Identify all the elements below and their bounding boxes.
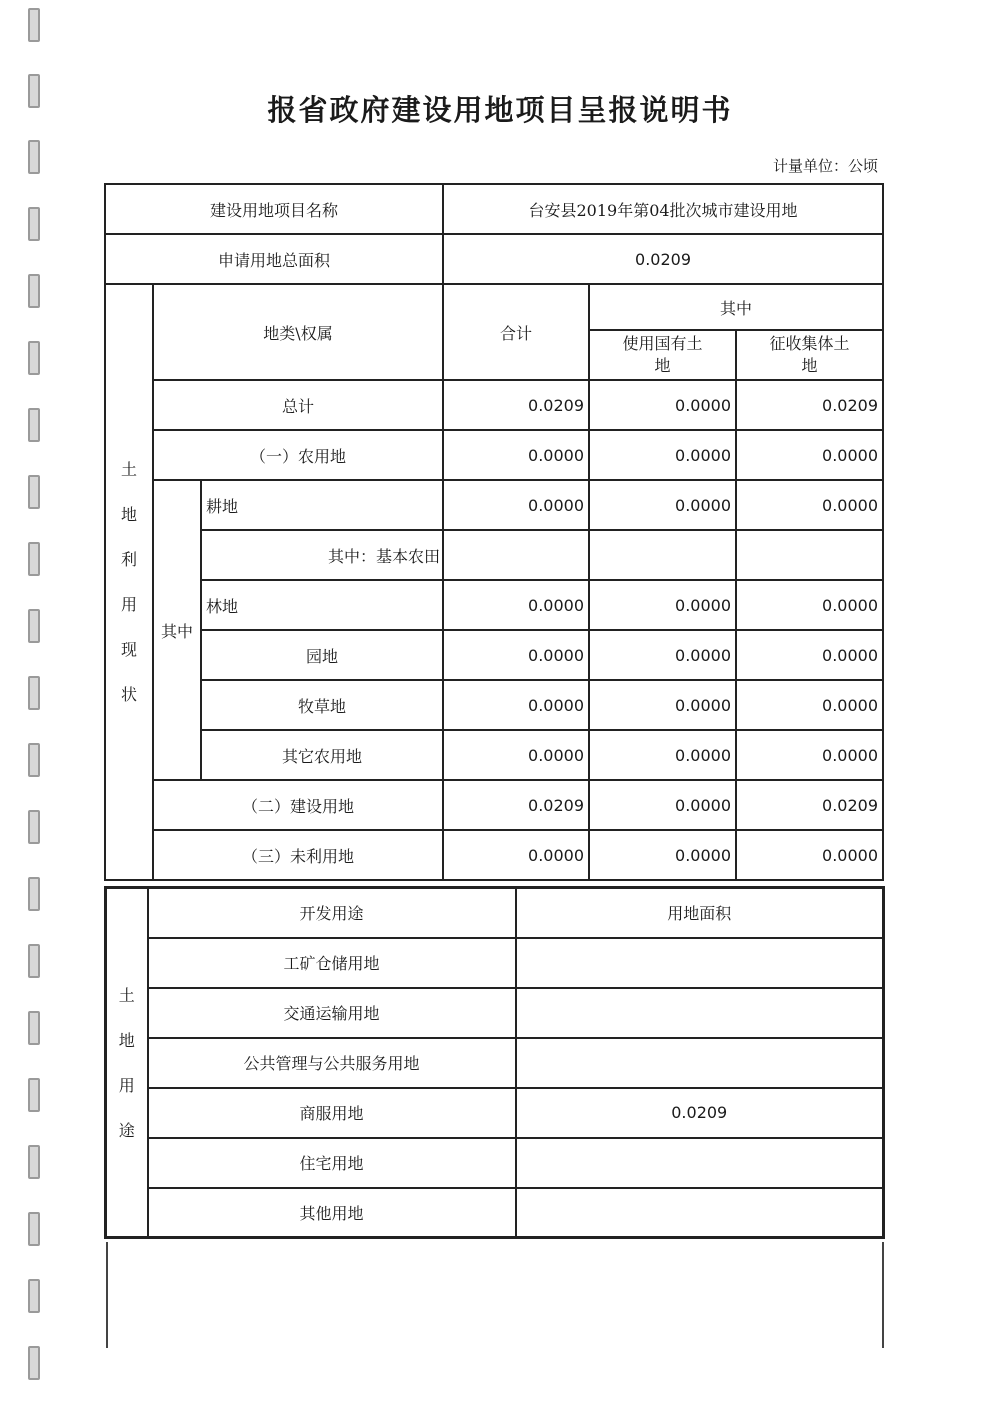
binding-hole — [28, 743, 40, 777]
cell-state: 0.0000 — [589, 780, 736, 830]
usage-section-text: 土地用途 — [118, 985, 135, 1140]
row-label: 耕地 — [201, 480, 443, 530]
cell-state: 0.0000 — [589, 680, 736, 730]
land-status-table — [104, 183, 884, 881]
cell-collective: 0.0000 — [736, 430, 883, 480]
sub-group-label: 其中 — [153, 480, 201, 780]
cell-collective: 0.0000 — [736, 480, 883, 530]
project-name-value: 台安县2019年第04批次城市建设用地 — [443, 184, 883, 234]
row-label: （一）农用地 — [153, 430, 443, 480]
project-area-label: 申请用地总面积 — [105, 234, 443, 284]
usage-header-row — [106, 888, 884, 938]
cell-area — [516, 1188, 884, 1238]
binding-hole — [28, 274, 40, 308]
binding-hole — [28, 140, 40, 174]
row-label: 交通运输用地 — [148, 988, 516, 1038]
cell-total: 0.0000 — [443, 580, 589, 630]
binding-hole — [28, 207, 40, 241]
among-header: 其中 — [589, 284, 883, 330]
cell-area — [516, 1138, 884, 1188]
blank-continuation-area — [106, 1242, 884, 1348]
state-owned-header-text: 使用国有土地 — [622, 334, 703, 375]
project-area-row — [105, 234, 883, 284]
row-label: 园地 — [201, 630, 443, 680]
table-row — [105, 780, 883, 830]
binding-hole — [28, 408, 40, 442]
row-label: 商服用地 — [148, 1088, 516, 1138]
cell-collective: 0.0000 — [736, 680, 883, 730]
table-row — [106, 1038, 884, 1088]
cell-total: 0.0000 — [443, 680, 589, 730]
project-name-row — [105, 184, 883, 234]
cell-total: 0.0000 — [443, 730, 589, 780]
binding-hole — [28, 609, 40, 643]
cell-area: 0.0209 — [516, 1088, 884, 1138]
table-row — [105, 830, 883, 880]
cell-total: 0.0000 — [443, 630, 589, 680]
binding-hole — [28, 1011, 40, 1045]
row-label: 其它农用地 — [201, 730, 443, 780]
cell-collective: 0.0209 — [736, 380, 883, 430]
cell-total: 0.0000 — [443, 830, 589, 880]
table-row — [105, 730, 883, 780]
cell-collective: 0.0000 — [736, 730, 883, 780]
table-row — [106, 1188, 884, 1238]
binding-hole — [28, 1346, 40, 1380]
cell-total — [443, 530, 589, 580]
row-label: （二）建设用地 — [153, 780, 443, 830]
cell-total: 0.0000 — [443, 480, 589, 530]
cell-total: 0.0000 — [443, 430, 589, 480]
binding-hole — [28, 676, 40, 710]
row-label: 其中：基本农田 — [201, 530, 443, 580]
binding-hole — [28, 944, 40, 978]
table-row — [105, 530, 883, 580]
status-section-label — [105, 284, 153, 880]
table-row — [105, 480, 883, 530]
cell-area — [516, 938, 884, 988]
binding-hole — [28, 1145, 40, 1179]
area-header: 用地面积 — [516, 888, 884, 938]
row-label: 其他用地 — [148, 1188, 516, 1238]
collective-header-text: 征收集体土地 — [769, 334, 850, 375]
cell-collective: 0.0000 — [736, 830, 883, 880]
table-row — [105, 680, 883, 730]
row-label: 总计 — [153, 380, 443, 430]
category-header: 地类\权属 — [153, 284, 443, 380]
binding-hole — [28, 542, 40, 576]
row-label: 住宅用地 — [148, 1138, 516, 1188]
usage-section-label — [106, 888, 148, 1238]
cell-state: 0.0000 — [589, 630, 736, 680]
binding-hole — [28, 475, 40, 509]
status-section-text: 土地利用现状 — [120, 460, 137, 704]
row-label: 工矿仓储用地 — [148, 938, 516, 988]
table-row — [106, 1088, 884, 1138]
cell-collective: 0.0000 — [736, 580, 883, 630]
project-name-label: 建设用地项目名称 — [105, 184, 443, 234]
table-row — [105, 630, 883, 680]
table-row — [105, 430, 883, 480]
status-header-row — [105, 284, 883, 330]
cell-collective: 0.0209 — [736, 780, 883, 830]
cell-state: 0.0000 — [589, 430, 736, 480]
cell-state — [589, 530, 736, 580]
row-label: 牧草地 — [201, 680, 443, 730]
cell-total: 0.0209 — [443, 780, 589, 830]
binding-hole — [28, 8, 40, 42]
table-row — [106, 1138, 884, 1188]
state-owned-header — [589, 330, 736, 380]
cell-area — [516, 988, 884, 1038]
project-area-value: 0.0209 — [443, 234, 883, 284]
binding-hole — [28, 1212, 40, 1246]
row-label: （三）未利用地 — [153, 830, 443, 880]
binding-hole — [28, 1279, 40, 1313]
land-usage-table — [104, 886, 885, 1239]
cell-state: 0.0000 — [589, 730, 736, 780]
cell-collective: 0.0000 — [736, 630, 883, 680]
binding-hole — [28, 341, 40, 375]
total-header: 合计 — [443, 284, 589, 380]
cell-state: 0.0000 — [589, 830, 736, 880]
cell-collective — [736, 530, 883, 580]
cell-area — [516, 1038, 884, 1088]
table-row — [106, 988, 884, 1038]
cell-state: 0.0000 — [589, 480, 736, 530]
cell-state: 0.0000 — [589, 380, 736, 430]
table-row — [105, 580, 883, 630]
cell-state: 0.0000 — [589, 580, 736, 630]
binding-strip — [28, 0, 44, 1406]
cell-total: 0.0209 — [443, 380, 589, 430]
table-row — [105, 380, 883, 430]
unit-label: 计量单位：公顷 — [772, 157, 878, 175]
binding-hole — [28, 1078, 40, 1112]
binding-hole — [28, 877, 40, 911]
row-label: 公共管理与公共服务用地 — [148, 1038, 516, 1088]
row-label: 林地 — [201, 580, 443, 630]
use-header: 开发用途 — [148, 888, 516, 938]
document-title: 报省政府建设用地项目呈报说明书 — [267, 93, 733, 127]
binding-hole — [28, 810, 40, 844]
collective-header — [736, 330, 883, 380]
table-row — [106, 938, 884, 988]
